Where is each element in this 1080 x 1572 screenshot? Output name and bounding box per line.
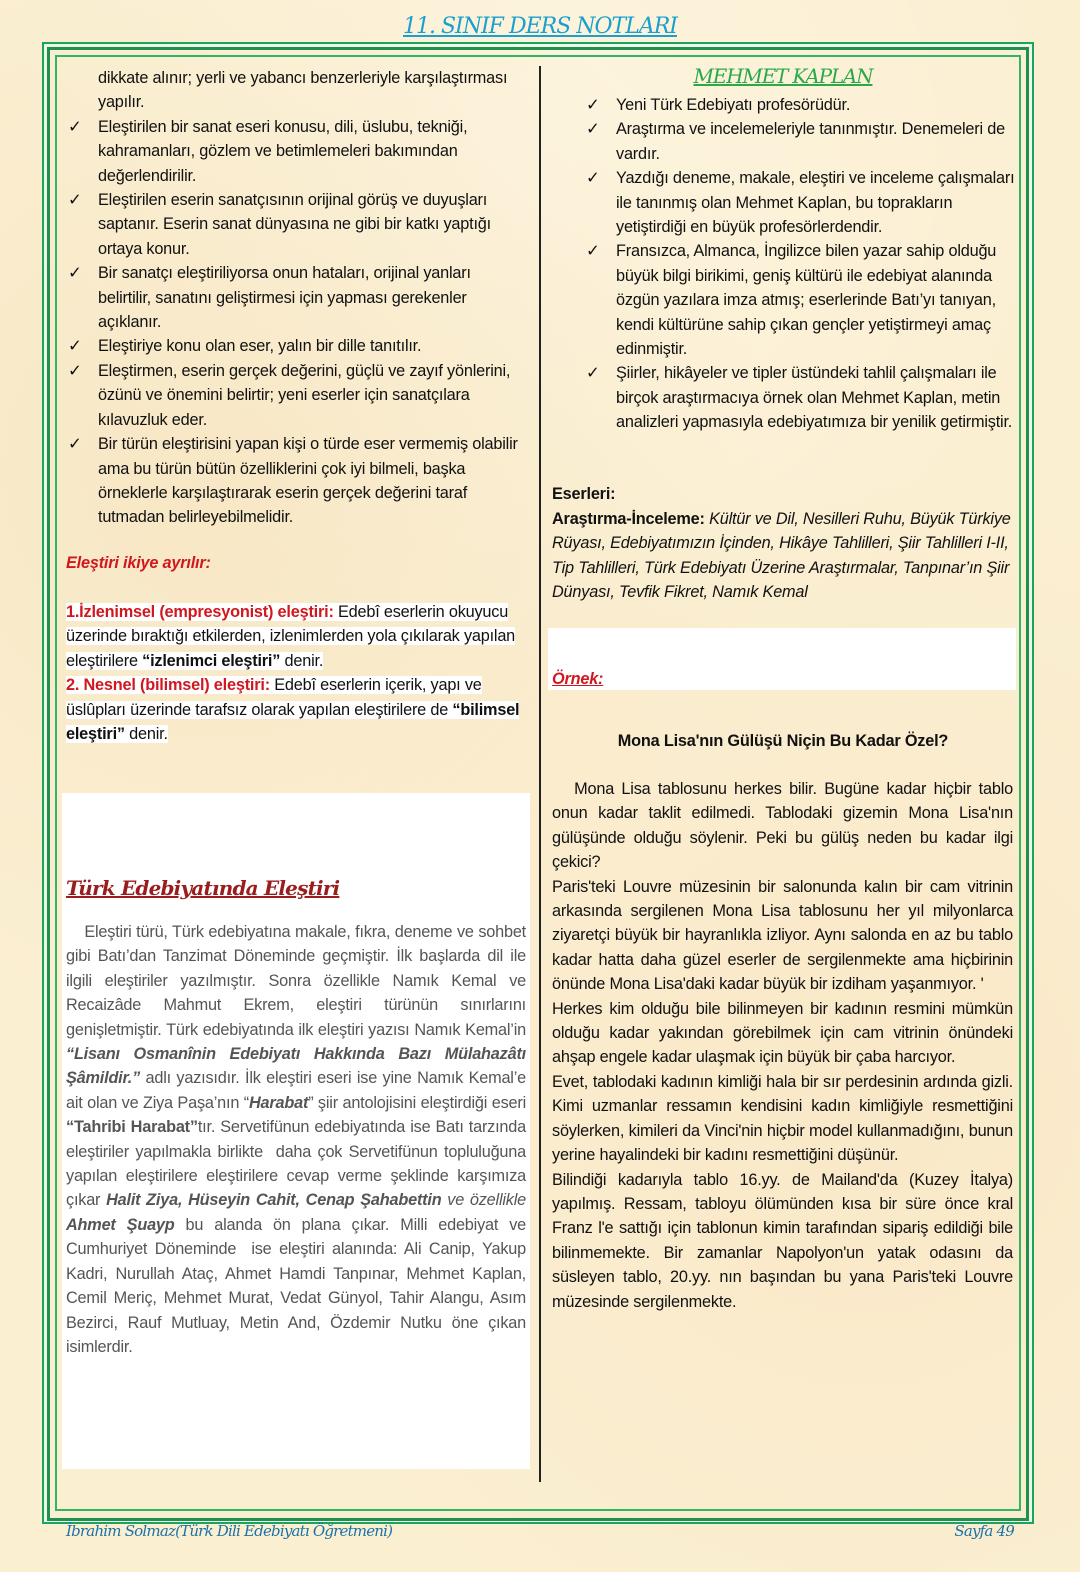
turk-criticism-heading: Türk Edebiyatında Eleştiri xyxy=(66,876,340,900)
checkmark-icon: ✓ xyxy=(586,169,600,188)
text-run: adlı yazısıdır. İlk eleştiri eseri ise yine Namık Kemal’e ait olan ve Ziya Paşa’nın “ xyxy=(66,1069,531,1112)
checkmark-icon: ✓ xyxy=(586,242,600,261)
text-run: Bir türün eleştirisini yapan kişi o türde eser vermemiş olabilir ama bu türün bütün özelliklerini çok iyi bilmeli, başka örneklerle karşılaştırarak eserin gerçek değerini taraf tutmadan belirleyebilmelidir. xyxy=(98,435,518,527)
text-run: “Tahribi Harabat” xyxy=(66,1118,198,1137)
checkmark-icon: ✓ xyxy=(68,361,82,380)
list-item xyxy=(66,115,528,188)
list-item xyxy=(584,117,1016,166)
article-paragraph: Evet, tablodaki kadının kimliği hala bir sır perdesinin ardında gizli. Kimi uzmanlar ressamın kendisini kadın kimliğiyle resmettiğini söylerken, kimileri da Vinci'nin hiçbir model kullanmadığını, bunun yerine hayalindeki bir kadını resmettiğini düşünür. xyxy=(552,1072,1018,1165)
list-item xyxy=(584,361,1016,434)
text-run: Edebî eserlerin okuyucu üzerinde bıraktığı etkilerden, izlenimlerden yola çıkılarak yapılan eleştirilere xyxy=(66,603,516,670)
criticism-types xyxy=(66,600,528,746)
list-item xyxy=(66,359,528,432)
mehmet-kaplan-heading: MEHMET KAPLAN xyxy=(693,64,873,88)
footer-author: İbrahim Solmaz(Türk Dili Edebiyatı Öğretmeni) xyxy=(66,1522,393,1540)
list-item xyxy=(66,334,528,358)
kaplan-list-block xyxy=(584,93,1016,435)
criteria-list xyxy=(66,66,528,530)
text-run: bu alanda ön plana çıkar. Milli edebiyat ve Cumhuriyet Döneminde ise eleştiri alanında: Ali Canip, Yakup Kadri, Nurullah Ataç, Ahmet Hamdi Tanpınar, Mehmet Kaplan, Cemil Meriç, Mehmet Murat, Vedat Günyol, Tahir Alangu, Asım Bezirci, Rauf Mutluay, Metin And, Özdemir Nutku öne çıkan isimlerdir. xyxy=(66,1215,531,1356)
text-run: Halit Ziya, Hüseyin Cahit, Cenap Şahabettin xyxy=(106,1191,442,1210)
text-run: denir. xyxy=(280,651,324,670)
text-run: “izlenimci eleştiri” xyxy=(142,651,281,670)
text-run: Eleştirilen bir sanat eseri konusu, dili, üslubu, tekniği, kahramanları, gözlem ve betimlemeleri bakımından değerlendirilir. xyxy=(98,117,468,185)
text-run: 1.İzlenimsel (empresyonist) eleştiri: xyxy=(66,603,334,621)
criticism-type-paragraph xyxy=(66,676,519,743)
checkmark-icon: ✓ xyxy=(586,364,600,383)
list-item xyxy=(66,188,528,261)
turk-criticism-paragraph xyxy=(66,920,531,1359)
text-run: Yeni Türk Edebiyatı profesörüdür. xyxy=(616,96,851,114)
text-run: Bir sanatçı eleştiriliyorsa onun hataları, orijinal yanları belirtilir, sanatını geliştirmesi için yapması gerekenler açıklanır. xyxy=(98,264,471,332)
column-divider xyxy=(539,66,541,1482)
list-item xyxy=(584,239,1016,361)
text-run: Yazdığı deneme, makale, eleştiri ve inceleme çalışmaları ile tanınmış olan Mehmet Kaplan, bu toprakların yetiştirdiği en büyük profesörlerdendir. xyxy=(616,169,1015,237)
checkmark-icon: ✓ xyxy=(68,337,82,356)
text-run: Edebî eserlerin içerik, yapı ve üslûpları üzerinde tarafsız olarak yapılan eleştirilere de xyxy=(66,676,482,719)
checkmark-icon: ✓ xyxy=(68,117,82,136)
text-run: Ahmet Şuayp xyxy=(66,1215,175,1234)
page-header-title: 11. SINIF DERS NOTLARI xyxy=(403,14,677,39)
text-run: Araştırma-İnceleme: xyxy=(552,510,705,528)
split-heading: Eleştiri ikiye ayrılır: xyxy=(66,554,211,572)
text-run: “Lisanı Osmanînin Edebiyatı Hakkında Bazı Mülahazâtı Şâmildir.” xyxy=(66,1045,531,1088)
list-item xyxy=(66,66,528,115)
list-item xyxy=(584,93,1016,117)
article-paragraph: Herkes kim olduğu bile bilinmeyen bir kadının resmini mümkün olduğu kadar yakından görebilmek için cam vitrinin önündeki ahşap engele kadar ulaşmak için büyük bir çaba harcıyor. xyxy=(552,999,1018,1067)
text-run: Fransızca, Almanca, İngilizce bilen yazar sahip olduğu büyük bilgi birikimi, geniş kültürü ile edebiyat alanında özgün yazılara imza atmış; eserlerinde Batı’yı tanıyan, kendi kültürüne sahip çıkan gençler yetiştirmeyi amaç edinmiştir. xyxy=(616,242,997,359)
list-item xyxy=(66,261,528,334)
article-title: Mona Lisa'nın Gülüşü Niçin Bu Kadar Özel? xyxy=(617,732,949,750)
text-run: ” şiir antolojisini eleştirdiği eseri xyxy=(308,1093,531,1112)
example-box xyxy=(548,628,1016,690)
example-label: Örnek: xyxy=(552,670,604,688)
article-paragraph: Paris'teki Louvre müzesinin bir salonunda kalın bir cam vitrinin arkasında sergilenen Mona Lisa tablosunu her yıl milyonlarca ziyaretçi büyük bir hayranlıkla izliyor. Aynı salonda en az bu tablo kadar hatta daha güzel eserler de sergilenmekte ama hiçbirinin önünde Mona Lisa'daki kadar büyük bir izdiham yaşanmıyor. ' xyxy=(552,877,1018,994)
article-paragraph: Mona Lisa tablosunu herkes bilir. Bugüne kadar hiçbir tablo onun kadar taklit edilmedi. Tablodaki gizemin Mona Lisa'nın gülüşünde olduğu söylenir. Peki bu gülüş neden bu kadar ilgi çekici? xyxy=(552,780,1018,872)
text-run: denir. xyxy=(124,725,168,744)
list-item xyxy=(66,432,528,530)
kaplan-list xyxy=(584,93,1016,435)
text-run: 2. Nesnel (bilimsel) eleştiri: xyxy=(66,676,270,695)
article-body xyxy=(552,777,1018,1314)
text-run: “bilimsel eleştiri” xyxy=(66,700,520,744)
checkmark-icon: ✓ xyxy=(586,120,600,139)
checkmark-icon: ✓ xyxy=(68,264,82,283)
text-run: ve özellikle xyxy=(441,1191,531,1210)
text-run: Eleştiriye konu olan eser, yalın bir dille tanıtılır. xyxy=(98,337,422,356)
text-run: Harabat xyxy=(248,1093,309,1112)
list-item xyxy=(584,166,1016,239)
text-run: tır. Servetifünun edebiyatında ise Batı tarzında eleştiriler yapılmakla birlikte daha çok Servetifünun topluluğuna yapılan eleştirilere eleştirilere cevap verme şeklinde karşımıza çıkar xyxy=(66,1118,531,1210)
text-run: Eleştiri türü, Türk edebiyatına makale, fıkra, deneme ve sohbet gibi Batı’dan Tanzimat Döneminde geçmiştir. İlk başlarda dil ile ilgili eleştiriler yazılmıştır. Sonra özellikle Namık Kemal ve Recaizâde Mahmut Ekrem, eleştiri türünün sınırlarını genişletmiştir. Türk edebiyatında ilk eleştiri yazısı Namık Kemal’in xyxy=(66,923,531,1039)
text-run: Şiirler, hikâyeler ve tipler üstündeki tahlil çalışmaları ile birçok araştırmacıya örnek olan Mehmet Kaplan, metin analizleri yapmasıyla edebiyatımıza bir yenilik getirmiştir. xyxy=(616,364,1013,432)
footer-page-number: Sayfa 49 xyxy=(954,1522,1014,1540)
works-text xyxy=(552,507,1014,605)
works-label: Eserleri: xyxy=(552,485,616,503)
text-run: dikkate alınır; yerli ve yabancı benzerleriyle karşılaştırması yapılır. xyxy=(98,69,508,112)
text-run: Kültür ve Dil, Nesilleri Ruhu, Büyük Türkiye Rüyası, Edebiyatımızın İçinden, Hikâye Tahlilleri, Şiir Tahlilleri I-II, Tip Tahlilleri, Türk Edebiyatı Üzerine Araştırmalar, Tanpınar’ın Şiir Dünyası, Tevfik Fikret, Namık Kemal xyxy=(552,510,1011,602)
checkmark-icon: ✓ xyxy=(586,96,600,114)
text-run: Eleştirmen, eserin gerçek değerini, güçlü ve zayıf yönlerini, özünü ve önemini belirtir; yeni eserler için sanatçılara kılavuzluk eder. xyxy=(98,361,511,429)
checkmark-icon: ✓ xyxy=(68,191,82,210)
criteria-list-block xyxy=(66,66,528,530)
checkmark-icon: ✓ xyxy=(68,435,82,454)
article-paragraph: Bilindiği kadarıyla tablo 16.yy. de Mailand'da (Kuzey İtalya) yapılmış. Ressam, tabloyu ölümünden kısa bir süre önce kral Franz l'e sattığı için tablonun kimin tarafından sipariş edildiği bile bilinmemekte. Bir zamanlar Napolyon'un yatak odasını da süsleyen tablo, 20.yy. nın başından bu yana Paris'teki Louvre müzesinde sergilenmekte. xyxy=(552,1170,1018,1311)
criticism-type-paragraph xyxy=(66,603,515,670)
text-run: Eleştirilen eserin sanatçısının orijinal görüş ve duyuşları saptanır. Eserin sanat dünyasına ne gibi bir katkı yaptığı ortaya konur. xyxy=(98,191,491,258)
text-run: Araştırma ve incelemeleriyle tanınmıştır. Denemeleri de vardır. xyxy=(616,120,1005,163)
